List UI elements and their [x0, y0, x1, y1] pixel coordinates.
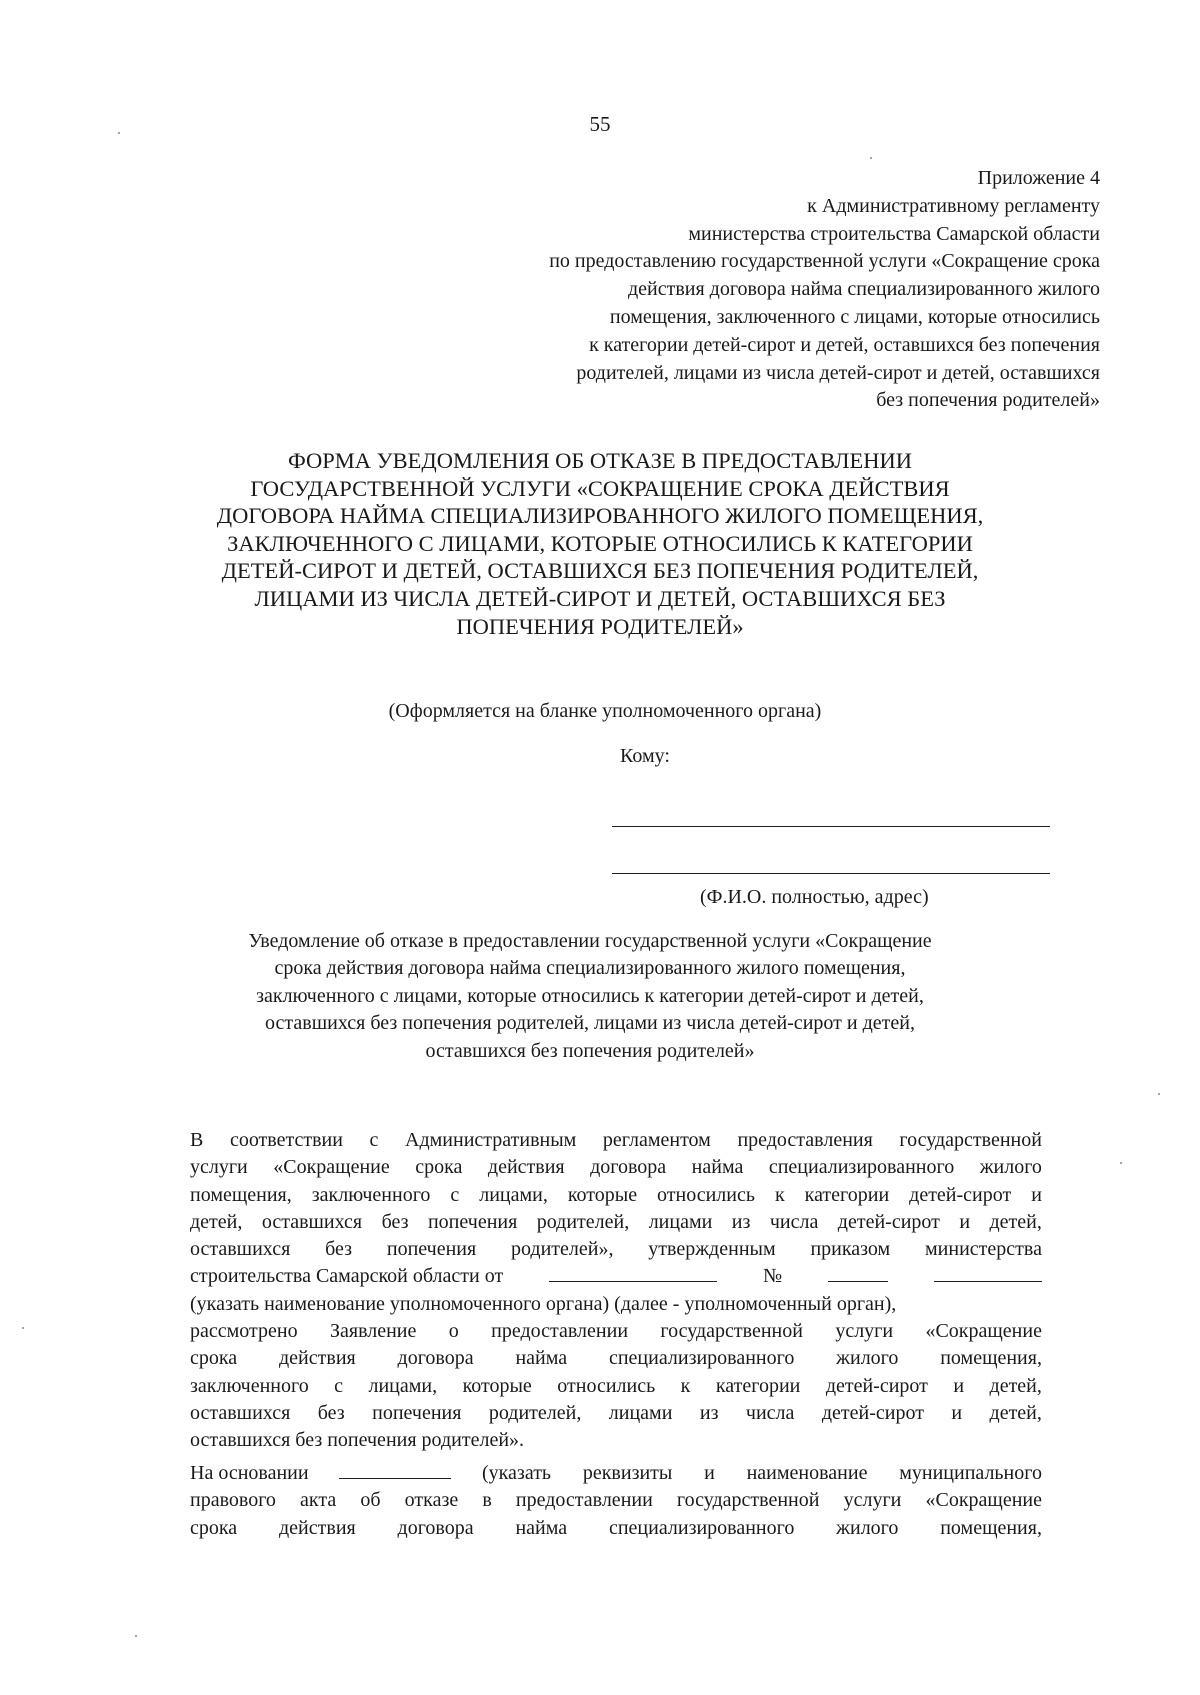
- paragraph-word: помещения,: [940, 1516, 1042, 1539]
- paragraph-word: детей-сирот: [821, 1401, 924, 1424]
- basis-field[interactable]: [339, 1460, 451, 1479]
- notice-title-line: заключенного с лицами, которые относились к категории детей-сирот и детей,: [256, 984, 924, 1007]
- paragraph-word: и: [953, 1374, 965, 1397]
- paragraph-word: государственной: [660, 1320, 803, 1343]
- blank-note: (Оформляется на бланке уполномоченного органа): [388, 700, 822, 722]
- paragraph-word: попечения: [427, 1210, 518, 1233]
- paragraph-word: правового: [190, 1489, 276, 1512]
- paragraph-word: найма: [515, 1347, 568, 1370]
- paragraph-word: детей-сирот: [825, 1374, 928, 1397]
- paragraph-word: оставшихся: [190, 1238, 291, 1261]
- form-title-line: ПОПЕЧЕНИЯ РОДИТЕЛЕЙ»: [456, 613, 744, 639]
- notice-title: [150, 928, 1030, 1065]
- paragraph-word: срока: [415, 1156, 463, 1179]
- scan-speck: [118, 132, 120, 134]
- paragraph-word: из: [731, 1210, 751, 1233]
- paragraph-word: с: [334, 1374, 344, 1397]
- annex-line: по предоставлению государственной услуги «Сокращение срока: [549, 250, 1100, 273]
- paragraph-word: найма: [691, 1156, 744, 1179]
- paragraph-word: соответствии: [229, 1129, 343, 1151]
- paragraph-word: с: [450, 1183, 460, 1206]
- paragraph-word: предоставлении: [515, 1489, 653, 1512]
- paragraph-word: отказе: [404, 1489, 459, 1512]
- paragraph-line: [190, 1154, 1042, 1181]
- paragraph-word: действия: [487, 1156, 565, 1179]
- form-title-line: ГОСУДАРСТВЕННОЙ УСЛУГИ «СОКРАЩЕНИЕ СРОКА ДЕЙСТВИЯ: [250, 475, 950, 501]
- scan-speck: [135, 1635, 137, 1637]
- paragraph-word: специализированного: [608, 1516, 795, 1539]
- paragraph-line: [190, 1487, 1042, 1514]
- paragraph-word: относились: [657, 1183, 755, 1206]
- scan-speck: [1120, 1162, 1122, 1164]
- paragraph-word: «Сокращение: [925, 1489, 1042, 1512]
- paragraph-word: числа: [745, 1401, 795, 1424]
- paragraph-word: наименование: [746, 1462, 868, 1484]
- paragraph-word: относились: [557, 1374, 656, 1397]
- paragraph-word: попечения: [372, 1401, 462, 1424]
- paragraph-word: предоставлении: [491, 1320, 629, 1343]
- paragraph-line: [190, 1182, 1042, 1209]
- recipient-fill-line[interactable]: [612, 873, 1050, 874]
- notice-title-line: Уведомление об отказе в предоставлении государственной услуги «Сокращение: [248, 930, 932, 952]
- paragraph-line: [190, 1263, 1042, 1290]
- number-sign: №: [763, 1265, 783, 1288]
- paragraph-word: срока: [190, 1347, 238, 1370]
- paragraph-word: заключенного: [311, 1183, 431, 1206]
- paragraph-word: из: [699, 1401, 719, 1424]
- paragraph-line: [190, 1373, 1042, 1400]
- paragraph-word: помещения,: [190, 1183, 292, 1206]
- paragraph-word: родителей,: [488, 1401, 582, 1424]
- paragraph-word: государственной: [899, 1129, 1042, 1151]
- order-date-field[interactable]: [549, 1263, 717, 1282]
- paragraph-line: [190, 1400, 1042, 1427]
- paragraph-line: [190, 1318, 1042, 1345]
- annex-line: без попечения родителей»: [876, 389, 1100, 412]
- annex-line: действия договора найма специализированного жилого: [627, 278, 1100, 301]
- form-title-line: ЗАКЛЮЧЕННОГО С ЛИЦАМИ, КОТОРЫЕ ОТНОСИЛИСЬ К КАТЕГОРИИ: [227, 530, 973, 556]
- form-title-line: ДЕТЕЙ-СИРОТ И ДЕТЕЙ, ОСТАВШИХСЯ БЕЗ ПОПЕЧЕНИЯ РОДИТЕЛЕЙ,: [221, 558, 979, 584]
- paragraph-word: жилого: [979, 1156, 1042, 1179]
- form-title-line: ЛИЦАМИ ИЗ ЧИСЛА ДЕТЕЙ-СИРОТ И ДЕТЕЙ, ОСТАВШИХСЯ БЕЗ: [254, 585, 946, 611]
- paragraph-line: [190, 1236, 1042, 1263]
- notice-title-line: срока действия договора найма специализированного жилого помещения,: [274, 957, 906, 980]
- paragraph-word: договора: [397, 1516, 474, 1539]
- annex-line: министерства строительства Самарской области: [688, 222, 1100, 245]
- paragraph-word: приказом: [810, 1238, 891, 1261]
- paragraph-line: [190, 1127, 1042, 1154]
- paragraph-word: о: [448, 1320, 459, 1343]
- paragraph-word: к: [680, 1374, 691, 1397]
- paragraph-word: детей,: [190, 1210, 243, 1233]
- paragraph-word: Заявление: [329, 1320, 417, 1343]
- paragraph-word: и: [959, 1210, 971, 1233]
- paragraph-word: найма: [515, 1516, 568, 1539]
- paragraph-word: действия: [279, 1347, 356, 1370]
- paragraph-word: жилого: [836, 1347, 899, 1370]
- order-number-field[interactable]: [828, 1263, 888, 1282]
- paragraph-text: [482, 1460, 1042, 1487]
- paragraph-word: родителей»,: [511, 1238, 614, 1261]
- paragraph-word: специализированного: [608, 1347, 795, 1370]
- paragraph-line: [190, 1427, 1042, 1454]
- annex-line: к Административному регламенту: [807, 194, 1100, 217]
- paragraph-word: «Сокращение: [273, 1156, 390, 1179]
- paragraph-word: предоставления: [737, 1129, 873, 1151]
- paragraph-word: Административным: [405, 1129, 577, 1151]
- paragraph-word: детей,: [989, 1210, 1042, 1233]
- paragraph-line: [190, 1460, 1042, 1487]
- paragraph-word: родителей,: [536, 1210, 630, 1233]
- paragraph-word: с: [369, 1129, 379, 1151]
- paragraph-word: срока: [190, 1516, 238, 1539]
- paragraph-word: акта: [300, 1489, 337, 1512]
- recipient-label: Кому:: [620, 745, 670, 767]
- paragraph-word: детей-сирот: [909, 1183, 1012, 1206]
- paragraph-word: без: [381, 1210, 409, 1233]
- paragraph-word: детей,: [989, 1401, 1042, 1424]
- paragraph-word: детей-сирот: [837, 1210, 940, 1233]
- annex-header: [380, 165, 1100, 415]
- paragraph-word: услуги: [835, 1320, 894, 1343]
- paragraph-word: помещения,: [940, 1347, 1042, 1370]
- paragraph-text: оставшихся без попечения родителей».: [190, 1429, 525, 1452]
- paragraph-word: категории: [804, 1183, 890, 1206]
- scan-speck: [22, 1327, 24, 1329]
- paragraph-word: попечения: [386, 1238, 477, 1261]
- paragraph-word: которые: [462, 1374, 532, 1397]
- annex-line: помещения, заключенного с лицами, которые относились: [609, 305, 1100, 328]
- paragraph-line: [190, 1345, 1042, 1372]
- paragraph-word: к: [774, 1183, 785, 1206]
- paragraph-word: оставшихся: [261, 1210, 363, 1233]
- paragraph-word: реквизиты: [582, 1462, 673, 1484]
- body-paragraph-1: [190, 1127, 1042, 1455]
- paragraph-word: регламентом: [602, 1129, 711, 1151]
- body-paragraph-2: [190, 1460, 1042, 1542]
- paragraph-word: государственной: [676, 1489, 820, 1512]
- paragraph-text: (указать наименование уполномоченного органа) (далее - уполномоченный орган),: [190, 1292, 897, 1315]
- paragraph-word: заключенного: [190, 1374, 309, 1397]
- paragraph-line: [190, 1209, 1042, 1236]
- form-title: [150, 447, 1050, 640]
- paragraph-word: лицами,: [368, 1374, 438, 1397]
- annex-line: родителей, лицами из числа детей-сирот и детей, оставшихся: [576, 361, 1100, 384]
- paragraph-word: без: [317, 1401, 345, 1424]
- paragraph-line: [190, 1291, 1042, 1318]
- paragraph-word: и: [704, 1462, 715, 1484]
- paragraph-word: лицами: [608, 1401, 673, 1424]
- paragraph-word: категории: [715, 1374, 801, 1397]
- paragraph-line: [190, 1515, 1042, 1542]
- paragraph-text: строительства Самарской области от: [190, 1265, 504, 1288]
- notice-title-line: оставшихся без попечения родителей, лицами из числа детей-сирот и детей,: [265, 1012, 915, 1035]
- paragraph-text: На основании: [190, 1462, 309, 1484]
- paragraph-word: которые: [567, 1183, 638, 1206]
- paragraph-word: лицами,: [479, 1183, 548, 1206]
- paragraph-word: министерства: [925, 1238, 1042, 1261]
- paragraph-word: лицами: [648, 1210, 713, 1233]
- paragraph-word: оставшихся: [190, 1401, 291, 1424]
- paragraph-word: и: [951, 1401, 963, 1424]
- paragraph-word: услуги: [843, 1489, 902, 1512]
- form-title-line: ФОРМА УВЕДОМЛЕНИЯ ОБ ОТКАЗЕ В ПРЕДОСТАВЛЕНИИ: [287, 448, 913, 473]
- recipient-caption: (Ф.И.О. полностью, адрес): [700, 886, 929, 908]
- paragraph-word: договора: [590, 1156, 667, 1179]
- paragraph-word: утвержденным: [648, 1238, 776, 1261]
- paragraph-word: муниципального: [899, 1462, 1042, 1484]
- authority-name-field[interactable]: [934, 1263, 1042, 1282]
- paragraph-word: «Сокращение: [925, 1320, 1042, 1343]
- form-title-line: ДОГОВОРА НАЙМА СПЕЦИАЛИЗИРОВАННОГО ЖИЛОГО ПОМЕЩЕНИЯ,: [216, 503, 984, 529]
- paragraph-word: жилого: [836, 1516, 899, 1539]
- paragraph-word: и: [1031, 1183, 1042, 1206]
- recipient-fill-line[interactable]: [612, 826, 1050, 827]
- notice-title-line: оставшихся без попечения родителей»: [425, 1039, 755, 1062]
- paragraph-word: договора: [397, 1347, 474, 1370]
- paragraph-word: рассмотрено: [190, 1320, 298, 1343]
- paragraph-word: В: [190, 1129, 204, 1151]
- paragraph-word: специализированного: [768, 1156, 955, 1179]
- page-number: 55: [589, 112, 611, 136]
- paragraph-word: (указать: [481, 1462, 552, 1484]
- scan-speck: [870, 157, 872, 159]
- paragraph-word: в: [482, 1489, 492, 1512]
- paragraph-word: числа: [769, 1210, 819, 1233]
- paragraph-word: услуги: [190, 1156, 248, 1179]
- paragraph-word: об: [360, 1489, 381, 1512]
- paragraph-word: детей,: [989, 1374, 1042, 1397]
- annex-line: к категории детей-сирот и детей, оставшихся без попечения: [589, 333, 1100, 356]
- paragraph-word: без: [325, 1238, 353, 1261]
- paragraph-word: действия: [279, 1516, 356, 1539]
- annex-line: Приложение 4: [977, 167, 1100, 189]
- scan-speck: [1158, 1093, 1160, 1095]
